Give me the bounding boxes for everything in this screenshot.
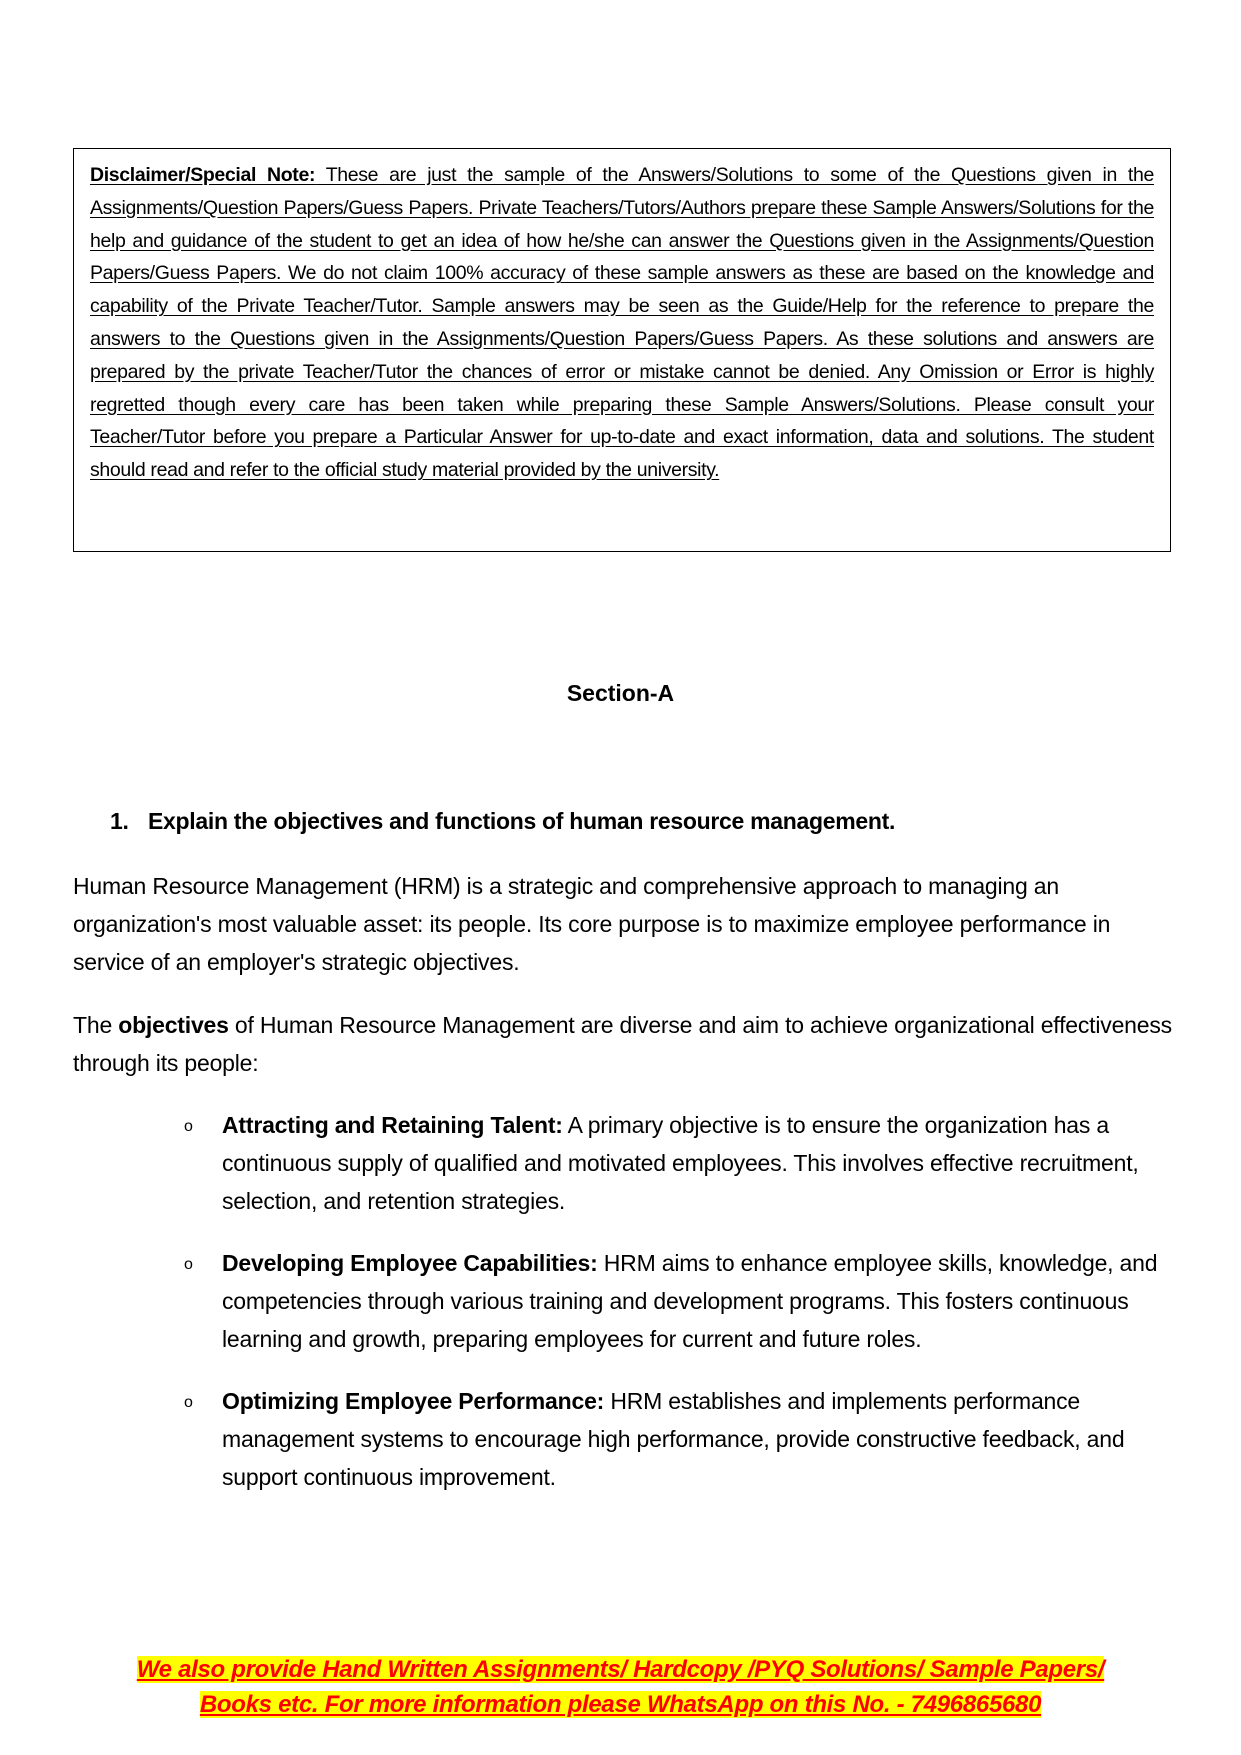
hollow-circle-bullet-icon: o — [184, 1256, 193, 1273]
promo-line-2: Books etc. For more information please WhatsApp on this No. - 7496865680 — [199, 1691, 1042, 1718]
bullet-title: Optimizing Employee Performance: — [222, 1388, 605, 1414]
question-number: 1. — [110, 808, 129, 834]
bullet-text: HRM establishes and implements performance management systems to encourage high performance, provide constructive feedback, and support continuous improvement. — [222, 1388, 1125, 1490]
objectives-intro-after: of Human Resource Management are diverse and aim to achieve organizational effectiveness through its people: — [73, 1012, 1172, 1076]
hollow-circle-bullet-icon: o — [184, 1118, 193, 1135]
objectives-keyword: objectives — [118, 1012, 229, 1038]
disclaimer-label: Disclaimer/Special Note: — [90, 164, 316, 186]
promo-footer — [0, 1652, 1241, 1722]
list-item — [0, 1244, 1241, 1358]
promo-line-1: We also provide Hand Written Assignments/ Hardcopy /PYQ Solutions/ Sample Papers/ — [136, 1656, 1105, 1683]
disclaimer-body: These are just the sample of the Answers/Solutions to some of the Questions given in the Assignments/Question Papers/Guess Papers. Private Teachers/Tutors/Authors prepare these Sample Answers/Solutions for the help and guidance of the student to get an idea of how he/she can answer the Questions given in the Assignments/Question Papers/Guess Papers. We do not claim 100% accuracy of these sample answers as these are based on the knowledge and capability of the Private Teacher/Tutor. Sample answers may be seen as the Guide/Help for the reference to prepare the answers to the Questions given in the Assignments/Question Papers/Guess Papers. As these solutions and answers are prepared by the private Teacher/Tutor the chances of error or mistake cannot be denied. Any Omission or Error is highly regretted though every care has been taken while preparing these Sample Answers/Solutions. Please consult your Teacher/Tutor before you prepare a Particular Answer for up-to-date and exact information, data and solutions. The student should read and refer to the official study material provided by the university. — [90, 164, 1154, 482]
objectives-intro-before: The — [73, 1012, 119, 1038]
bullet-text: HRM aims to enhance employee skills, knowledge, and competencies through various training and development programs. This fosters continuous learning and growth, preparing employees for current and future roles. — [222, 1250, 1158, 1352]
objectives-list — [0, 1106, 1241, 1520]
section-title: Section-A — [566, 680, 675, 706]
hollow-circle-bullet-icon: o — [184, 1394, 193, 1411]
objectives-intro-paragraph — [73, 1006, 1173, 1082]
intro-paragraph: Human Resource Management (HRM) is a strategic and comprehensive approach to managing an organization's most valuable asset: its people. Its core purpose is to maximize employee performance in service of an employer's strategic objectives. — [73, 873, 1111, 975]
disclaimer-box — [73, 148, 1171, 552]
bullet-title: Developing Employee Capabilities: — [222, 1250, 598, 1276]
question-text: Explain the objectives and functions of human resource management. — [148, 808, 896, 834]
question-heading — [110, 808, 895, 835]
list-item — [0, 1106, 1241, 1220]
disclaimer-text — [90, 159, 1154, 487]
bullet-title: Attracting and Retaining Talent: — [222, 1112, 563, 1138]
list-item — [0, 1382, 1241, 1496]
bullet-text: A primary objective is to ensure the organization has a continuous supply of qualified and motivated employees. This involves effective recruitment, selection, and retention strategies. — [222, 1112, 1139, 1214]
